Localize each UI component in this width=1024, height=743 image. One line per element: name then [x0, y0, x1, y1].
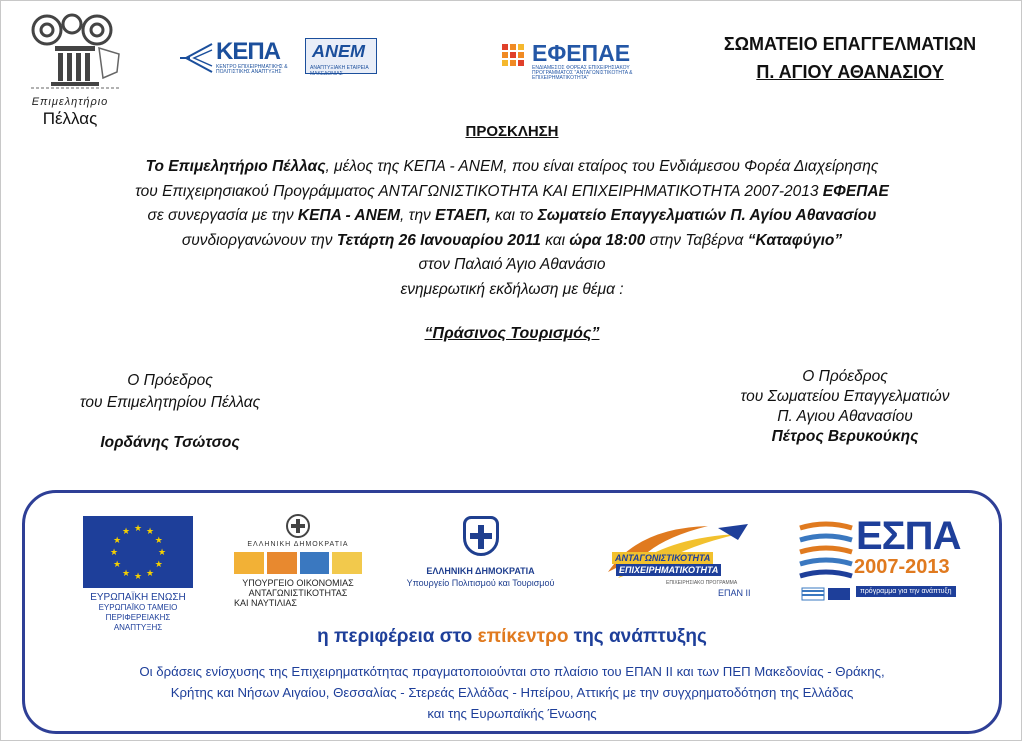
- mincult-line2: Υπουργείο Πολιτισμού και Τουρισμού: [406, 578, 555, 588]
- body-line-4-e: στην Ταβέρνα: [645, 231, 748, 249]
- body-line-2-text: του Επιχειρησιακού Προγράμματος ΑΝΤΑΓΩΝΙΣΤΙΚΟΤΗΤΑ ΚΑΙ ΕΠΙΧΕΙΡΗΜΑΤΙΚΟΤΗΤΑ 2007-2013: [135, 182, 823, 200]
- association-heading: [700, 30, 1000, 86]
- invitation-body: [10, 155, 1014, 303]
- banner-slogan: [0, 626, 1024, 648]
- right-role-3: Π. Αγιου Αθανασίου: [777, 408, 913, 425]
- eu-stars-icon: [83, 516, 193, 588]
- event-venue: “Καταφύγιο”: [747, 231, 843, 249]
- greek-coat-of-arms-icon: [463, 516, 499, 556]
- eu-sub1: ΕΥΡΩΠΑΪΚΟ ΤΑΜΕΙΟ: [98, 603, 178, 612]
- eu-star-icon: ★: [121, 526, 131, 537]
- etaep-name: ΕΤΑΕΠ,: [435, 207, 491, 225]
- body-line-3-a: σε συνεργασία με την: [147, 207, 298, 225]
- kepa-anem-name: ΚΕΠΑ - ΑΝΕΜ: [297, 207, 401, 225]
- epan-logo: [598, 522, 776, 602]
- espa-years: 2007-2013: [854, 556, 950, 578]
- body-line-3-c: , την: [400, 207, 436, 225]
- eu-star-icon: ★: [157, 547, 167, 557]
- body-line-1: [10, 155, 1014, 180]
- slogan-highlight: επίκεντρο: [477, 626, 569, 647]
- event-time: ώρα 18:00: [569, 231, 646, 249]
- body-line-3: [10, 204, 1014, 229]
- footnote-line1: Οι δράσεις ενίσχυσης της Επιχειρηματκότητας πραγματοποιούνται στο πλαίσιο του ΕΠΑΝ ΙΙ και των ΠΕΠ Μακεδονίας - Θράκης,: [139, 664, 885, 679]
- chamber-name: Το Επιμελητήριο Πέλλας: [145, 158, 326, 175]
- eu-star-icon: ★: [113, 559, 122, 569]
- signature-right: [690, 367, 1000, 447]
- eu-sub2: ΠΕΡΙΦΕΡΕΙΑΚΗΣ ΑΝΑΠΤΥΞΗΣ: [105, 613, 171, 632]
- event-topic: “Πράσινος Τουρισμός”: [424, 325, 600, 342]
- event-date: Τετάρτη 26 Ιανουαρίου 2011: [336, 231, 541, 249]
- efepae-logo-subtext: ΕΝΔΙΑΜΕΣΟΣ ΦΟΡΕΑΣ ΕΠΙΧΕΙΡΗΣΙΑΚΟΥ ΠΡΟΓΡΑΜΜΑΤΟΣ "ΑΝΤΑΓΩΝΙΣΤΙΚΟΤΗΤΑ & ΕΠΙΧΕΙΡΗΜΑΤΙΚΟΤΗΤΑ": [532, 65, 633, 81]
- eu-flag-icon: [83, 516, 193, 588]
- association-line2: Π. ΑΓΙΟΥ ΑΘΑΝΑΣΙΟΥ: [756, 62, 944, 82]
- espa-tagline: πρόγραμμα για την ανάπτυξη: [856, 586, 956, 597]
- epan-line3: ΕΠΙΧΕΙΡΗΣΙΑΚΟ ΠΡΟΓΡΑΜΜΑ: [666, 580, 738, 586]
- eu-star-icon: ★: [121, 567, 131, 578]
- chamber-logo-line2: Πέλλας: [42, 109, 98, 128]
- mineco-line2: ΑΝΤΑΓΩΝΙΣΤΙΚΟΤΗΤΑΣ: [248, 588, 348, 598]
- ministry-economy-logo: [228, 514, 368, 608]
- espa-logo: [798, 514, 968, 604]
- kepa-arrow-icon: [178, 40, 214, 76]
- anem-logo-subtext: ΑΝΑΠΤΥΞΙΑΚΗ ΕΤΑΙΡΕΙΑ ΜΑΚΕΔΟΝΙΑΣ: [310, 65, 369, 77]
- body-line-3-e: και το: [490, 207, 538, 225]
- mineco-line1: ΥΠΟΥΡΓΕΙΟ ΟΙΚΟΝΟΜΙΑΣ: [242, 578, 354, 588]
- chamber-logo: [20, 8, 130, 126]
- signature-left: [30, 370, 310, 454]
- left-signatory-name: Ιορδάνης Τσώτσος: [100, 434, 240, 451]
- eu-title: ΕΥΡΩΠΑΪΚΗ ΕΝΩΣΗ: [90, 592, 186, 603]
- greek-emblem-icon: [286, 514, 310, 538]
- espa-waves-icon: [798, 518, 854, 604]
- epan-line4: ΕΠΑΝ ΙΙ: [718, 588, 751, 598]
- kepa-logo-subtext: ΚΕΝΤΡΟ ΕΠΙΧΕΙΡΗΜΑΤΙΚΗΣ & ΠΟΛΙΤΙΣΤΙΚΗΣ ΑΝΑΠΤΥΞΗΣ: [216, 64, 288, 75]
- association-name: Σωματείο Επαγγελματιών Π. Αγίου Αθανασίου: [537, 207, 877, 225]
- eu-star-icon: ★: [133, 523, 143, 533]
- eu-star-icon: ★: [154, 535, 163, 545]
- eu-logo: [83, 516, 193, 633]
- right-role-1: Ο Πρόεδρος: [802, 368, 888, 385]
- left-role-1: Ο Πρόεδρος: [127, 372, 213, 389]
- right-signatory-name: Πέτρος Βερυκούκης: [771, 428, 919, 445]
- invitation-title: ΠΡΟΣΚΛΗΣΗ: [465, 123, 559, 140]
- anem-logo-text: ΑΝΕΜ: [312, 41, 365, 61]
- chamber-emblem-icon: [25, 8, 125, 96]
- footnote-line3: και της Ευρωπαϊκής Ένωσης: [427, 706, 597, 721]
- eu-star-icon: ★: [133, 571, 143, 581]
- efepae-dots-icon: [500, 42, 528, 70]
- association-line1: ΣΩΜΑΤΕΙΟ ΕΠΑΓΓΕΛΜΑΤΙΩΝ: [723, 34, 977, 54]
- slogan-a: η περιφέρεια στο: [317, 626, 478, 647]
- left-role-2: του Επιμελητηρίου Πέλλας: [79, 394, 261, 411]
- body-line-6: ενημερωτική εκδήλωση με θέμα :: [400, 280, 624, 298]
- espa-word: ΕΣΠΑ: [856, 514, 961, 558]
- efepae-name: ΕΦΕΠΑΕ: [822, 182, 889, 200]
- mineco-line3: ΚΑΙ ΝΑΥΤΙΛΙΑΣ: [234, 598, 297, 608]
- kepa-logo: [178, 38, 298, 78]
- body-line-1-text: , μέλος της ΚΕΠΑ - ΑΝΕΜ, που είναι εταίρος του Ενδιάμεσου Φορέα Διαχείρησης: [325, 158, 879, 175]
- eu-star-icon: ★: [145, 567, 155, 578]
- slogan-c: της ανάπτυξης: [568, 626, 707, 647]
- epan-line2: ΕΠΙΧΕΙΡΗΜΑΤΙΚΟΤΗΤΑ: [616, 564, 721, 576]
- efepae-logo-text: ΕΦΕΠΑΕ: [532, 40, 631, 66]
- body-line-4-c: και: [540, 231, 570, 249]
- body-line-2: [10, 180, 1014, 205]
- eu-star-icon: ★: [113, 535, 122, 545]
- body-line-4-a: συνδιοργανώνουν την: [181, 231, 337, 249]
- anem-logo: [305, 38, 377, 77]
- footnote-line2: Κρήτης και Νήσων Αιγαίου, Θεσσαλίας - Στερεάς Ελλάδας - Ηπείρου, Αττικής με την συγχρηματοδότηση της Ελλάδας: [170, 685, 854, 700]
- mincult-line1: ΕΛΛΗΝΙΚΗ ΔΗΜΟΚΡΑΤΙΑ: [426, 566, 535, 576]
- eu-star-icon: ★: [145, 526, 155, 537]
- body-line-4: [10, 229, 1014, 254]
- eu-star-icon: ★: [154, 559, 163, 569]
- efepae-logo: [500, 40, 660, 80]
- ministry-culture-logo: [388, 516, 573, 588]
- kepa-logo-text: ΚΕΠΑ: [216, 38, 281, 65]
- body-line-5: στον Παλαιό Άγιο Αθανάσιο: [418, 256, 606, 274]
- epan-line1: ΑΝΤΑΓΩΝΙΣΤΙΚΟΤΗΤΑ: [612, 552, 713, 564]
- right-role-2: του Σωματείου Επαγγελματιών: [740, 388, 950, 405]
- banner-footnote: [40, 661, 984, 724]
- chamber-logo-line1: Επιμελητήριο: [31, 96, 109, 108]
- mineco-republic: ΕΛΛΗΝΙΚΗ ΔΗΜΟΚΡΑΤΙΑ: [247, 541, 349, 548]
- mineco-color-bars: [234, 552, 362, 574]
- eu-star-icon: ★: [109, 547, 119, 557]
